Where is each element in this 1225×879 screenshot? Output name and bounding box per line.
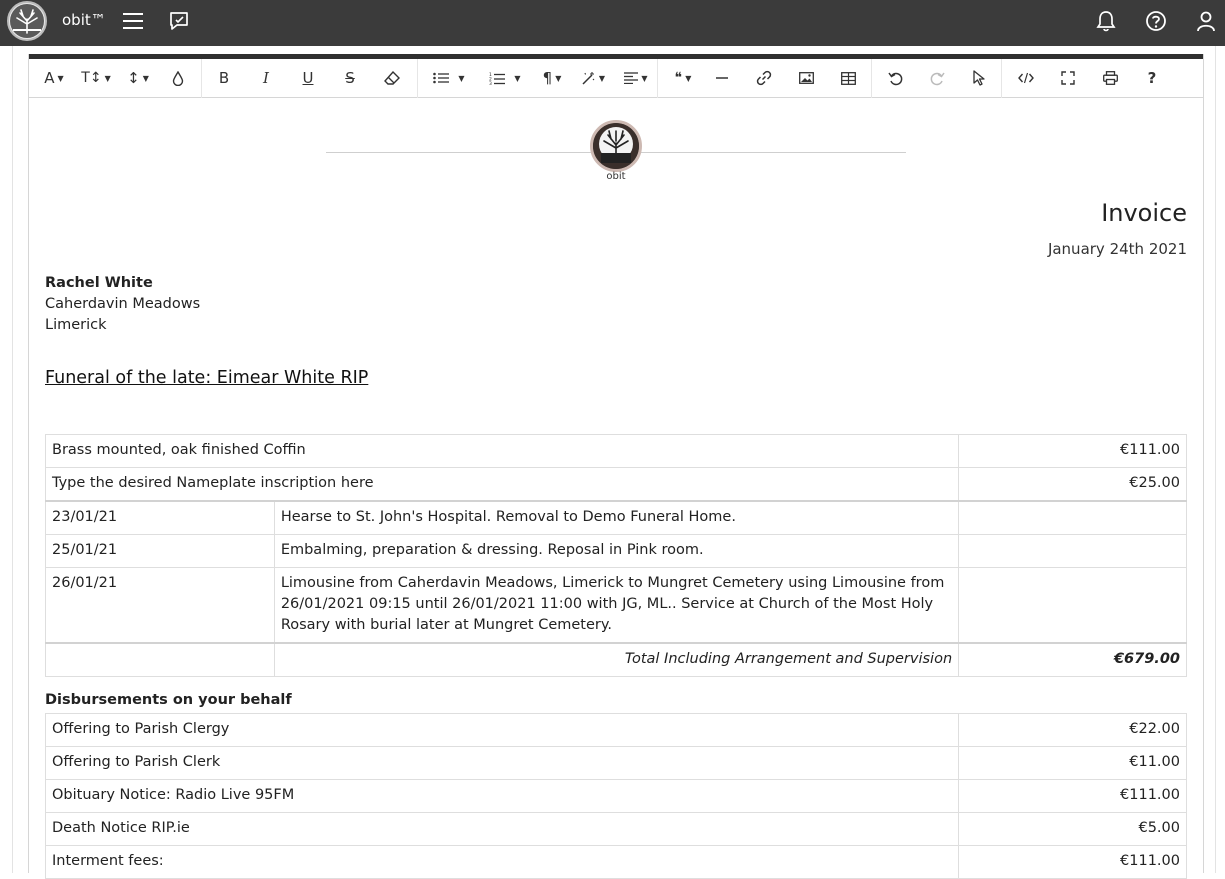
- bell-icon[interactable]: [1093, 8, 1119, 34]
- align-left-icon: [624, 72, 638, 84]
- table-row: [46, 568, 1187, 644]
- eraser-button[interactable]: [381, 64, 403, 92]
- font-size-button[interactable]: T↕ ▼: [81, 70, 111, 86]
- table-button[interactable]: [837, 64, 859, 92]
- user-icon[interactable]: [1193, 8, 1219, 34]
- service-date[interactable]: 23/01/21: [46, 501, 275, 535]
- chevron-down-icon: ▼: [685, 73, 692, 83]
- editor-toolbar: [29, 59, 1203, 98]
- chevron-down-icon: ▼: [104, 73, 111, 83]
- bullet-list-button[interactable]: [429, 64, 469, 92]
- strikethrough-button[interactable]: S: [345, 69, 355, 87]
- table-row: [46, 714, 1187, 747]
- recipient-address-line-1: Caherdavin Meadows: [45, 296, 201, 312]
- chevron-down-icon: ▼: [514, 73, 521, 83]
- image-button[interactable]: [795, 64, 817, 92]
- undo-icon: [888, 71, 903, 86]
- code-view-button[interactable]: [1015, 64, 1037, 92]
- link-button[interactable]: [753, 64, 775, 92]
- app-title: obit™: [62, 11, 106, 29]
- fullscreen-icon: [1061, 71, 1075, 85]
- disbursement-description[interactable]: Obituary Notice: Radio Live 95FM: [46, 780, 959, 813]
- pointer-icon: [973, 70, 986, 86]
- disbursement-description[interactable]: Interment fees:: [46, 846, 959, 879]
- horizontal-rule-icon: [716, 76, 728, 80]
- bullet-list-icon: [433, 72, 449, 84]
- redo-button[interactable]: [926, 64, 948, 92]
- chevron-down-icon: ▼: [458, 73, 465, 83]
- align-button[interactable]: [621, 64, 651, 92]
- color-button[interactable]: [167, 64, 189, 92]
- help-button[interactable]: [1141, 64, 1163, 92]
- fullscreen-button[interactable]: [1057, 64, 1079, 92]
- horizontal-rule-button[interactable]: [711, 64, 733, 92]
- magic-wand-icon: [581, 71, 596, 86]
- disbursement-amount[interactable]: €5.00: [959, 813, 1187, 846]
- eraser-icon: [384, 71, 400, 85]
- disbursement-description[interactable]: Offering to Parish Clerk: [46, 747, 959, 780]
- question-icon: ?: [1147, 69, 1157, 87]
- obit-logo-icon: [590, 120, 642, 172]
- disbursements-table: [45, 713, 1187, 879]
- bold-button[interactable]: B: [218, 69, 230, 87]
- quote-icon: ❝: [674, 70, 683, 86]
- service-description[interactable]: Embalming, preparation & dressing. Reposal in Pink room.: [274, 535, 958, 568]
- table-row: [46, 813, 1187, 846]
- undo-button[interactable]: [884, 64, 906, 92]
- help-icon[interactable]: [1143, 8, 1169, 34]
- redo-icon: [930, 71, 945, 86]
- recipient-name: Rachel White: [45, 275, 153, 291]
- invoice-date: January 24th 2021: [1047, 240, 1187, 258]
- line-height-button[interactable]: [123, 64, 153, 92]
- service-amount[interactable]: [959, 568, 1187, 644]
- link-icon: [756, 70, 772, 86]
- svg-text:2: 2: [489, 77, 493, 82]
- total-label[interactable]: Total Including Arrangement and Supervision: [274, 643, 958, 677]
- table-icon: [841, 72, 856, 85]
- chat-feedback-icon[interactable]: [166, 8, 192, 34]
- service-description[interactable]: Limousine from Caherdavin Meadows, Limerick to Mungret Cemetery using Limousine from 26/01/2021 09:15 until 26/01/2021 11:00 with JG, ML.. Service at Church of the Most Holy Rosary with burial later at Mungret Cemetery.: [274, 568, 958, 644]
- recipient-address-line-2: Limerick: [45, 317, 107, 333]
- logo-caption: obit: [606, 171, 626, 182]
- item-amount[interactable]: €111.00: [959, 435, 1187, 468]
- italic-button[interactable]: I: [263, 69, 269, 87]
- paragraph-button[interactable]: [537, 64, 567, 92]
- disbursements-heading: Disbursements on your behalf: [45, 692, 292, 708]
- invoice-title: Invoice: [1101, 199, 1187, 227]
- print-icon: [1103, 71, 1118, 85]
- table-row: [46, 747, 1187, 780]
- print-button[interactable]: [1099, 64, 1121, 92]
- item-description[interactable]: Brass mounted, oak finished Coffin: [46, 435, 959, 468]
- select-button[interactable]: [968, 64, 990, 92]
- disbursement-amount[interactable]: €111.00: [959, 846, 1187, 879]
- style-button[interactable]: [577, 64, 609, 92]
- funeral-heading: Funeral of the late: Eimear White RIP: [45, 368, 369, 388]
- chevron-down-icon: ▼: [641, 73, 648, 83]
- item-description[interactable]: Type the desired Nameplate inscription here: [46, 468, 959, 502]
- chevron-down-icon: ▼: [57, 73, 64, 83]
- disbursement-amount[interactable]: €22.00: [959, 714, 1187, 747]
- disbursement-amount[interactable]: €111.00: [959, 780, 1187, 813]
- numbered-list-icon: [489, 72, 505, 85]
- table-row: [46, 780, 1187, 813]
- droplet-icon: [172, 71, 184, 86]
- disbursement-amount[interactable]: €11.00: [959, 747, 1187, 780]
- disbursement-description[interactable]: Offering to Parish Clergy: [46, 714, 959, 747]
- paragraph-icon: ¶: [542, 69, 553, 87]
- table-row: [46, 468, 1187, 502]
- svg-text:3: 3: [489, 81, 493, 85]
- invoice-document: [29, 98, 1203, 873]
- obit-logo-icon[interactable]: [7, 1, 47, 41]
- disbursement-description[interactable]: Death Notice RIP.ie: [46, 813, 959, 846]
- table-row: [46, 435, 1187, 468]
- table-row: [46, 535, 1187, 568]
- numbered-list-button[interactable]: [485, 64, 525, 92]
- font-button[interactable]: A ▼: [44, 69, 64, 87]
- line-height-icon: ↕: [127, 69, 140, 87]
- charges-table: [45, 434, 1187, 677]
- chevron-down-icon: ▼: [555, 73, 562, 83]
- image-icon: [799, 72, 814, 84]
- service-description[interactable]: Hearse to St. John's Hospital. Removal to Demo Funeral Home.: [274, 501, 958, 535]
- item-amount[interactable]: €25.00: [959, 468, 1187, 502]
- service-date[interactable]: 25/01/21: [46, 535, 275, 568]
- quote-button[interactable]: [667, 64, 699, 92]
- total-amount[interactable]: €679.00: [959, 643, 1187, 677]
- recipient-address: [45, 273, 200, 336]
- svg-text:1: 1: [489, 72, 493, 78]
- top-bar: [0, 0, 1225, 46]
- chevron-down-icon: ▼: [598, 73, 606, 83]
- service-date[interactable]: 26/01/21: [46, 568, 275, 644]
- code-icon: [1018, 72, 1034, 84]
- hamburger-menu-icon[interactable]: [120, 8, 146, 34]
- total-row: [46, 643, 1187, 677]
- table-row: [46, 501, 1187, 535]
- service-amount[interactable]: [959, 501, 1187, 535]
- service-amount[interactable]: [959, 535, 1187, 568]
- table-row: [46, 846, 1187, 879]
- underline-button[interactable]: U: [302, 69, 314, 87]
- chevron-down-icon: ▼: [142, 73, 149, 83]
- invoice-editor: [28, 54, 1204, 873]
